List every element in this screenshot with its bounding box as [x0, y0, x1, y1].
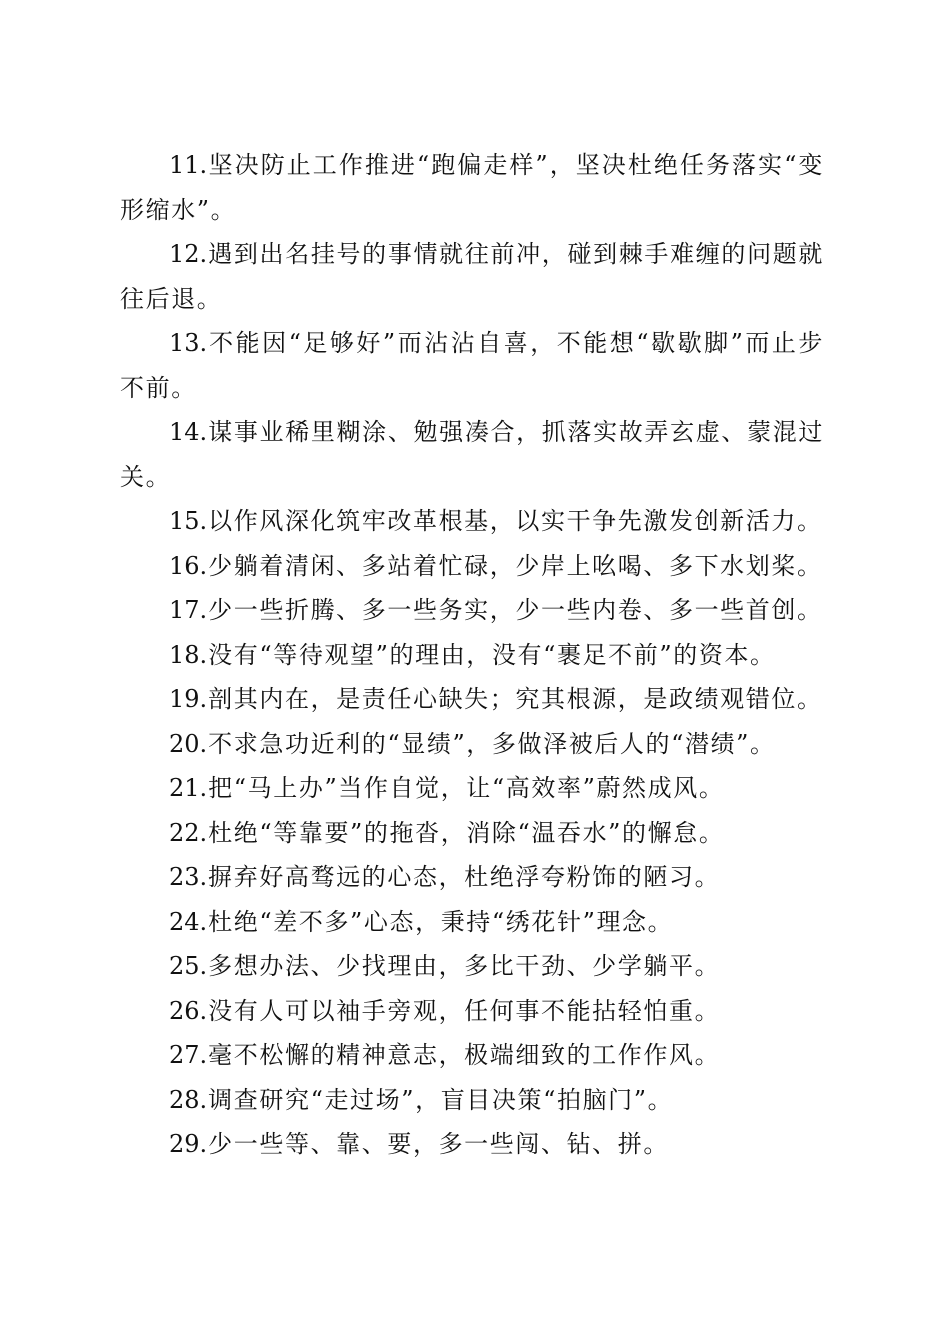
item-text: 没有“等待观望”的理由，没有“裹足不前”的资本。 — [208, 640, 776, 669]
list-item-21 — [120, 766, 824, 811]
item-text: 杜绝“差不多”心态，秉持“绣花针”理念。 — [208, 907, 674, 936]
list-item-28 — [120, 1078, 824, 1123]
list-item-13 — [120, 321, 824, 410]
item-number: 12. — [169, 240, 208, 268]
item-number: 24. — [169, 907, 208, 936]
list-item-22 — [120, 811, 824, 856]
item-number: 28. — [169, 1085, 208, 1114]
item-text: 少一些折腾、多一些务实，少一些内卷、多一些首创。 — [208, 596, 823, 624]
item-text: 把“马上办”当作自觉，让“高效率”蔚然成风。 — [208, 774, 725, 802]
item-number: 23. — [169, 863, 208, 891]
item-number: 26. — [169, 996, 208, 1025]
item-text: 多想办法、少找理由，多比干劲、少学躺平。 — [208, 952, 721, 980]
list-item-26 — [120, 989, 824, 1034]
list-item-18 — [120, 633, 824, 678]
list-item-16 — [120, 544, 824, 589]
item-text: 没有人可以袖手旁观，任何事不能拈轻怕重。 — [208, 996, 721, 1025]
item-number: 18. — [169, 640, 208, 669]
item-number: 16. — [169, 551, 208, 580]
item-text: 调查研究“走过场”，盲目决策“拍脑门”。 — [208, 1085, 674, 1114]
item-number: 19. — [169, 685, 208, 713]
item-number: 25. — [169, 952, 208, 980]
item-number: 13. — [169, 329, 208, 357]
item-text: 杜绝“等靠要”的拖沓，消除“温吞水”的懈怠。 — [208, 818, 725, 847]
item-number: 21. — [169, 774, 208, 802]
list-item-14 — [120, 410, 824, 499]
item-number: 29. — [169, 1130, 208, 1158]
item-number: 15. — [169, 507, 208, 535]
list-item-19 — [120, 677, 824, 722]
list-item-25 — [120, 944, 824, 989]
item-number: 27. — [169, 1041, 208, 1069]
item-text: 遇到出名挂号的事情就往前冲，碰到棘手难缠的问题就往后退。 — [120, 240, 824, 313]
item-number: 20. — [169, 729, 208, 758]
item-text: 不能因“足够好”而沾沾自喜，不能想“歇歇脚”而止步不前。 — [120, 329, 824, 402]
item-number: 17. — [169, 596, 208, 624]
item-text: 少一些等、靠、要，多一些闯、钻、拼。 — [208, 1130, 669, 1158]
item-text: 谋事业稀里糊涂、勉强凑合，抓落实故弄玄虚、蒙混过关。 — [120, 418, 824, 491]
list-item-15 — [120, 499, 824, 544]
item-number: 22. — [169, 818, 208, 847]
list-item-20 — [120, 722, 824, 767]
item-text: 以作风深化筑牢改革根基，以实干争先激发创新活力。 — [208, 507, 823, 535]
list-item-12 — [120, 232, 824, 321]
item-number: 14. — [169, 418, 208, 446]
item-text: 摒弃好高骛远的心态，杜绝浮夸粉饰的陋习。 — [208, 863, 721, 891]
item-text: 不求急功近利的“显绩”，多做泽被后人的“潜绩”。 — [208, 729, 776, 758]
item-text: 坚决防止工作推进“跑偏走样”，坚决杜绝任务落实“变形缩水”。 — [120, 151, 824, 224]
list-item-24 — [120, 900, 824, 945]
item-text: 少躺着清闲、多站着忙碌，少岸上吆喝、多下水划桨。 — [208, 551, 823, 580]
list-item-11 — [120, 143, 824, 232]
item-number: 11. — [169, 151, 208, 179]
document-body — [120, 143, 824, 1167]
item-text: 毫不松懈的精神意志，极端细致的工作作风。 — [208, 1041, 721, 1069]
list-item-17 — [120, 588, 824, 633]
list-item-27 — [120, 1033, 824, 1078]
list-item-23 — [120, 855, 824, 900]
item-text: 剖其内在，是责任心缺失；究其根源，是政绩观错位。 — [208, 685, 823, 713]
list-item-29 — [120, 1122, 824, 1167]
